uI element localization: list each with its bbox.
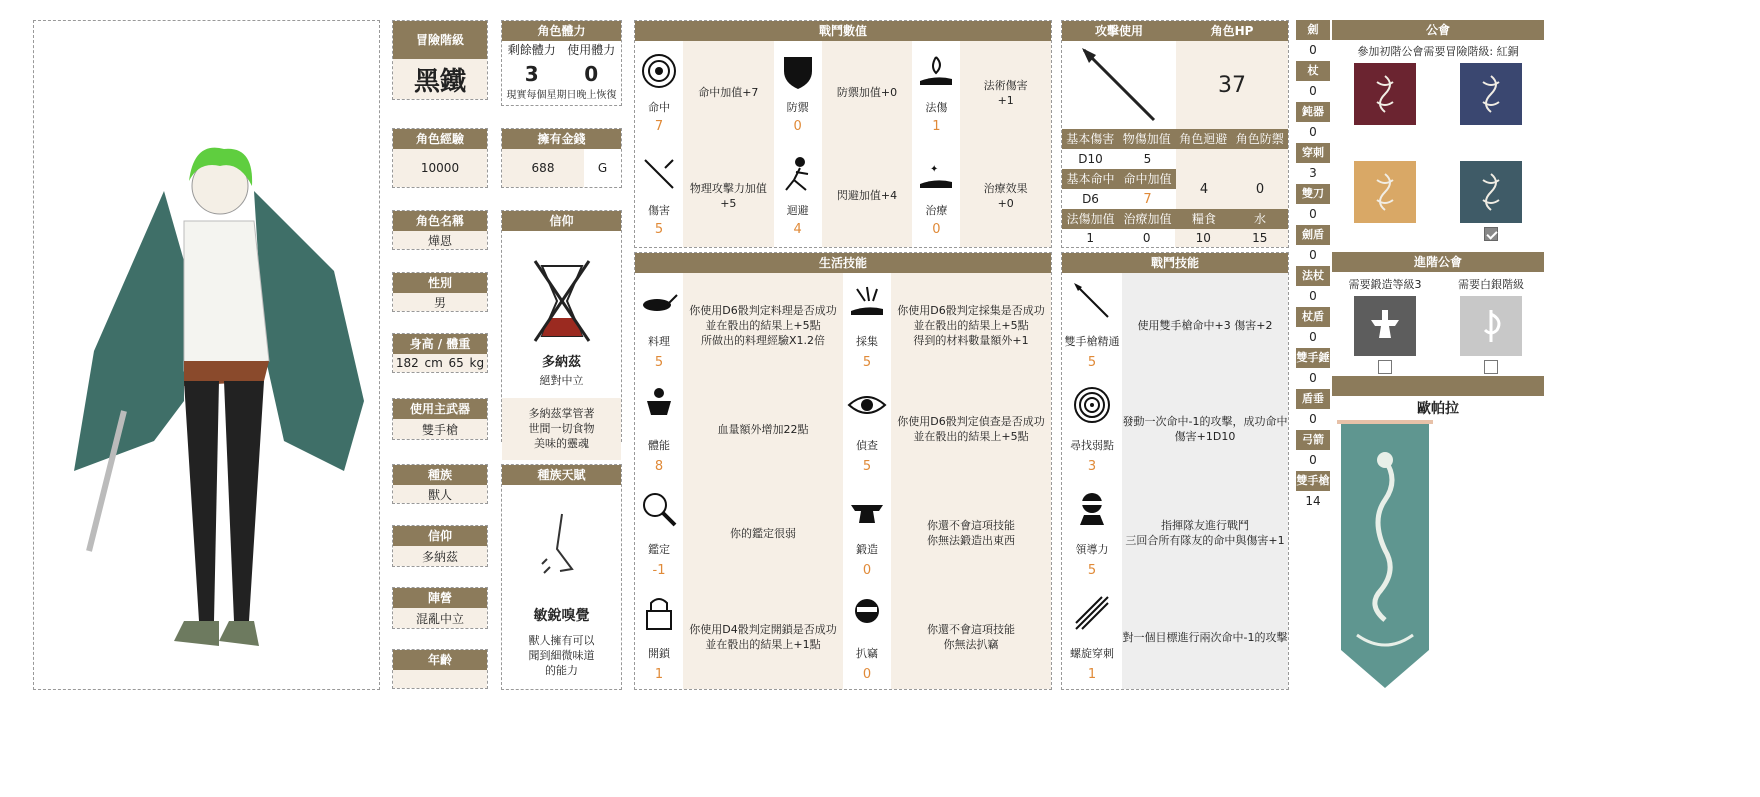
life-skill-value: 1 [654,666,664,682]
life-skills-panel [634,252,1052,690]
race-label: 種族 [393,465,487,485]
life-skill-value: 5 [862,354,872,370]
combat-stat-value: 0 [932,222,941,237]
stamina-remain-value: 3 [524,62,539,86]
adv-forge-checkbox[interactable] [1378,360,1392,374]
life-skill-鑑定 [635,481,843,585]
life-skill-desc: 你使用D6骰判定採集是否成功 並在骰出的結果上+5點 得到的材料數量額外+1 [891,273,1051,377]
combat-stat-value: 7 [654,119,664,134]
rank-value: 黑鐵 [393,59,487,99]
gender-card [392,272,488,312]
food-value: 10 [1175,229,1232,247]
battle-skill-desc: 指揮隊友進行戰鬥 三回合所有隊友的命中與傷害+1 [1122,481,1288,585]
weapon-prof-value: 0 [1309,289,1317,303]
battle-skill-name: 螺旋穿刺 [1070,646,1114,660]
weapon-prof-label: 法杖 [1296,266,1330,286]
adv-req-silver: 需要白銀階級 [1458,278,1524,291]
combat-stat-防禦 [774,41,913,144]
combat-title: 戰鬥數值 [635,21,1051,41]
weapon-proficiency-column [1296,20,1330,512]
hdr-food: 糧食 [1176,209,1232,229]
eye-icon [847,385,887,429]
battle-skill-雙手槍精通 [1062,273,1288,377]
talent-title: 種族天賦 [502,465,621,485]
life-skill-value: 5 [654,354,664,370]
life-skill-體能 [635,377,843,481]
svg-text:✦: ✦ [930,164,939,175]
height-unit: cm [424,356,443,370]
magnifier-icon [639,489,679,533]
money-value: 688 [502,149,584,187]
belief-alignment: 絕對中立 [539,374,584,387]
alignment-label: 陣營 [393,588,487,608]
combat-stat-desc: 物理攻擊力加值+5 [683,144,774,247]
character-illustration [34,21,379,689]
life-skill-value: 8 [654,458,664,474]
water-value: 15 [1232,229,1289,247]
life-skill-扒竊 [843,585,1051,689]
combat-stat-value: 1 [932,119,941,134]
life-skill-name: 鍛造 [856,542,878,556]
hdr-magic-bonus: 法傷加值 [1062,209,1119,229]
battle-skill-desc: 對一個目標進行兩次命中-1的攻擊 [1122,585,1288,689]
weapon-prof-label: 杖盾 [1296,307,1330,327]
name-label: 角色名稱 [393,211,487,231]
life-skill-value: 0 [862,666,872,682]
life-skill-desc: 你還不會這項技能 你無法扒竊 [891,585,1051,689]
heal-hand-icon [916,154,956,198]
spear-icon [1072,281,1112,325]
shield-icon [778,51,818,95]
weapon-prof-label: 鈍器 [1296,102,1330,122]
weapon-prof-value: 3 [1309,166,1317,180]
adv-req-forge: 需要鍛造等級3 [1348,278,1422,291]
guild-panel [1332,20,1544,248]
combat-stat-value: 5 [654,222,664,237]
combat-stat-name: 迴避 [786,204,809,217]
name-card [392,210,488,250]
faith-card [392,525,488,567]
combat-stat-name: 傷害 [648,204,670,217]
base-damage-value: D10 [1078,152,1103,166]
battle-skill-尋找弱點 [1062,377,1288,481]
anvil-emblem-icon [1354,296,1416,356]
thief-icon [847,593,887,637]
life-skill-name: 採集 [856,334,878,348]
adv-guild-title: 進階公會 [1332,252,1544,272]
exp-label: 角色經驗 [393,129,487,149]
combat-stat-命中 [635,41,774,144]
weapon-card [392,398,488,440]
money-card [501,128,622,188]
life-skill-鍛造 [843,481,1051,585]
weight-unit: kg [469,356,485,370]
muscle-icon [639,385,679,429]
battle-skills-panel [1061,252,1289,690]
banner-header-bar [1332,376,1544,396]
spear-icon [1062,41,1176,129]
life-skill-name: 鑑定 [648,542,670,556]
magic-hand-icon [916,51,956,95]
weapon-prof-value: 0 [1309,453,1317,467]
weapon-prof-label: 弓箭 [1296,430,1330,450]
silver-emblem-icon [1460,296,1522,356]
combat-stat-desc: 防禦加值+0 [822,41,913,144]
weapon-prof-label: 穿刺 [1296,143,1330,163]
hdr-base-hit: 基本命中 [1062,169,1119,189]
battle-skill-領導力 [1062,481,1288,585]
weapon-prof-label: 杖 [1296,61,1330,81]
phys-bonus-value: 5 [1143,152,1152,166]
age-card [392,649,488,689]
weapon-prof-label: 雙刀 [1296,184,1330,204]
battle-skill-value: 3 [1087,458,1097,474]
life-skill-value: 5 [862,458,872,474]
life-skill-name: 體能 [648,438,670,452]
battle-skill-value: 5 [1087,562,1097,578]
battle-skill-螺旋穿刺 [1062,585,1288,689]
battle-skill-name: 領導力 [1075,542,1109,556]
life-skill-desc: 你的鑑定很弱 [683,481,843,585]
combat-stat-desc: 閃避加值+4 [822,144,913,247]
battle-skills-title: 戰鬥技能 [1062,253,1288,273]
combat-stats-panel [634,20,1052,248]
weapon-prof-value: 0 [1309,371,1317,385]
hourglass-fork-icon [502,251,621,351]
hdr-phys-bonus: 物傷加值 [1119,129,1176,149]
guild-banner-icon [1337,420,1433,690]
height-value: 182 [395,356,419,370]
faith-label: 信仰 [393,526,487,546]
base-hit-value: D6 [1082,192,1099,206]
hp-value: 37 [1176,41,1288,129]
combat-stat-value: 0 [793,119,802,134]
stamina-note: 現實每個星期日晚上恢復 [506,90,617,101]
exp-value: 10000 [393,149,487,187]
belief-god: 多納茲 [541,355,581,370]
weapon-prof-label: 盾垂 [1296,389,1330,409]
heal-bonus-value: 0 [1142,231,1151,245]
weapon-prof-value: 0 [1309,330,1317,344]
life-skill-name: 開鎖 [648,646,670,660]
stamina-remain-label: 剩餘體力 [507,43,556,57]
combat-stat-name: 防禦 [786,101,809,114]
alignment-card [392,587,488,629]
evade-value: 4 [1199,181,1209,197]
life-skill-採集 [843,273,1051,377]
sword-icon [639,154,679,198]
hp-title: 角色HP [1176,21,1288,41]
race-card [392,464,488,504]
banner-name: 歐帕拉 [1417,401,1459,417]
race-value: 獸人 [393,485,487,503]
guild-emblem-red-icon [1354,63,1416,125]
combat-stat-治療 [912,144,1051,247]
life-title: 生活技能 [635,253,1051,273]
combat-stat-法傷 [912,41,1051,144]
life-skill-name: 偵查 [856,438,878,452]
combat-stat-迴避 [774,144,913,247]
faith-value: 多納茲 [393,546,487,566]
defense-value: 0 [1255,181,1265,197]
talent-card [501,464,622,690]
hit-bonus-value: 7 [1143,191,1152,207]
weapon-prof-value: 0 [1309,125,1317,139]
life-skill-料理 [635,273,843,377]
battle-skill-name: 雙手槍精通 [1064,334,1120,348]
battle-skill-name: 尋找弱點 [1070,438,1114,452]
stamina-card [501,20,622,106]
guild-emblem-teal-icon [1460,161,1522,223]
rank-card [392,20,488,100]
weapon-prof-label: 劍盾 [1296,225,1330,245]
weapon-prof-value: 0 [1309,412,1317,426]
weapon-prof-value: 0 [1309,43,1317,57]
life-skill-desc: 你使用D6骰判定料理是否成功 並在骰出的結果上+5點 所做出的料理經驗X1.2倍 [683,273,843,377]
battle-skill-value: 1 [1087,666,1097,682]
battle-skill-desc: 使用雙手槍命中+3 傷害+2 [1122,273,1288,377]
weapon-prof-label: 雙手槍 [1296,471,1330,491]
gather-icon [847,281,887,325]
combat-stat-name: 治療 [925,204,948,217]
guild-emblem-navy-icon [1460,63,1522,125]
alignment-value: 混亂中立 [393,608,487,628]
combat-stat-value: 4 [793,222,802,237]
guild-note: 參加初階公會需要冒險階級: 紅銅 [1357,45,1519,58]
lock-icon [639,593,679,637]
life-skill-desc: 血量額外增加22點 [683,377,843,481]
attack-title: 攻擊使用 [1062,21,1176,41]
target-icon [639,51,679,95]
advanced-guild-panel [1332,252,1544,372]
guild-title: 公會 [1332,20,1544,40]
hdr-base-damage: 基本傷害 [1062,129,1119,149]
weapon-label: 使用主武器 [393,399,487,419]
attack-panel [1061,20,1289,248]
pan-icon [639,281,679,325]
combat-stat-desc: 治療效果 +0 [960,144,1051,247]
dodge-icon [778,154,818,198]
combat-stat-desc: 命中加值+7 [683,41,774,144]
age-value [393,670,487,688]
weapon-prof-value: 0 [1309,207,1317,221]
life-skill-desc: 你使用D4骰判定開鎖是否成功 並在骰出的結果上+1點 [683,585,843,689]
hdr-evade: 角色迴避 [1175,129,1232,149]
weapon-prof-value: 14 [1305,494,1321,508]
hdr-hit-bonus: 命中加值 [1119,169,1176,189]
hdr-defense: 角色防禦 [1232,129,1289,149]
hdr-heal-bonus: 治療加值 [1119,209,1176,229]
life-skill-value: -1 [652,562,666,578]
life-skill-desc: 你使用D6骰判定偵查是否成功 並在骰出的結果上+5點 [891,377,1051,481]
exp-card [392,128,488,188]
talent-name: 敏銳嗅覺 [533,608,590,624]
nose-icon [502,499,621,599]
life-skill-開鎖 [635,585,843,689]
weapon-prof-value: 0 [1309,84,1317,98]
combat-stat-desc: 法術傷害 +1 [960,41,1051,144]
character-portrait [33,20,380,690]
combat-stat-name: 法傷 [925,101,948,114]
gender-label: 性別 [393,273,487,293]
belief-card [501,210,622,450]
life-skill-name: 料理 [648,334,670,348]
battle-skill-value: 5 [1087,354,1097,370]
stamina-title: 角色體力 [502,21,621,41]
spiral-thrust-icon [1072,593,1112,637]
battle-skill-desc: 發動一次命中-1的攻擊，成功命中 傷害+1D10 [1122,377,1288,481]
life-skill-name: 扒竊 [856,646,878,660]
guild-emblem-sand-icon [1354,161,1416,223]
anvil-icon [847,489,887,533]
gender-value: 男 [393,293,487,311]
magic-bonus-value: 1 [1086,231,1095,245]
name-value: 燁恩 [393,231,487,249]
life-skill-偵查 [843,377,1051,481]
adv-silver-checkbox[interactable] [1484,360,1498,374]
weapon-prof-value: 0 [1309,248,1317,262]
hdr-water: 水 [1232,209,1288,229]
weapon-prof-label: 雙手錘 [1296,348,1330,368]
belief-title: 信仰 [502,211,621,231]
rank-label: 冒險階級 [393,21,487,59]
weapon-prof-label: 劍 [1296,20,1330,40]
combat-stat-name: 命中 [648,101,670,114]
weight-value: 65 [448,356,464,370]
age-label: 年齡 [393,650,487,670]
leader-icon [1072,489,1112,533]
stamina-use-value: 0 [584,62,599,86]
money-title: 擁有金錢 [502,129,621,149]
talent-desc: 獸人擁有可以 聞到細微味道 的能力 [528,634,595,677]
height-weight-label: 身高 / 體重 [393,334,487,354]
money-unit: G [597,161,608,175]
height-weight-card [392,333,488,373]
target-rings-icon [1072,385,1112,429]
belief-desc: 多納茲掌管著 世間一切食物 美味的靈魂 [502,398,621,460]
life-skill-value: 0 [862,562,872,578]
life-skill-desc: 你還不會這項技能 你無法鍛造出東西 [891,481,1051,585]
guild-checkbox[interactable] [1484,227,1498,241]
weapon-value: 雙手槍 [393,419,487,439]
stamina-use-label: 使用體力 [567,43,616,57]
combat-stat-傷害 [635,144,774,247]
